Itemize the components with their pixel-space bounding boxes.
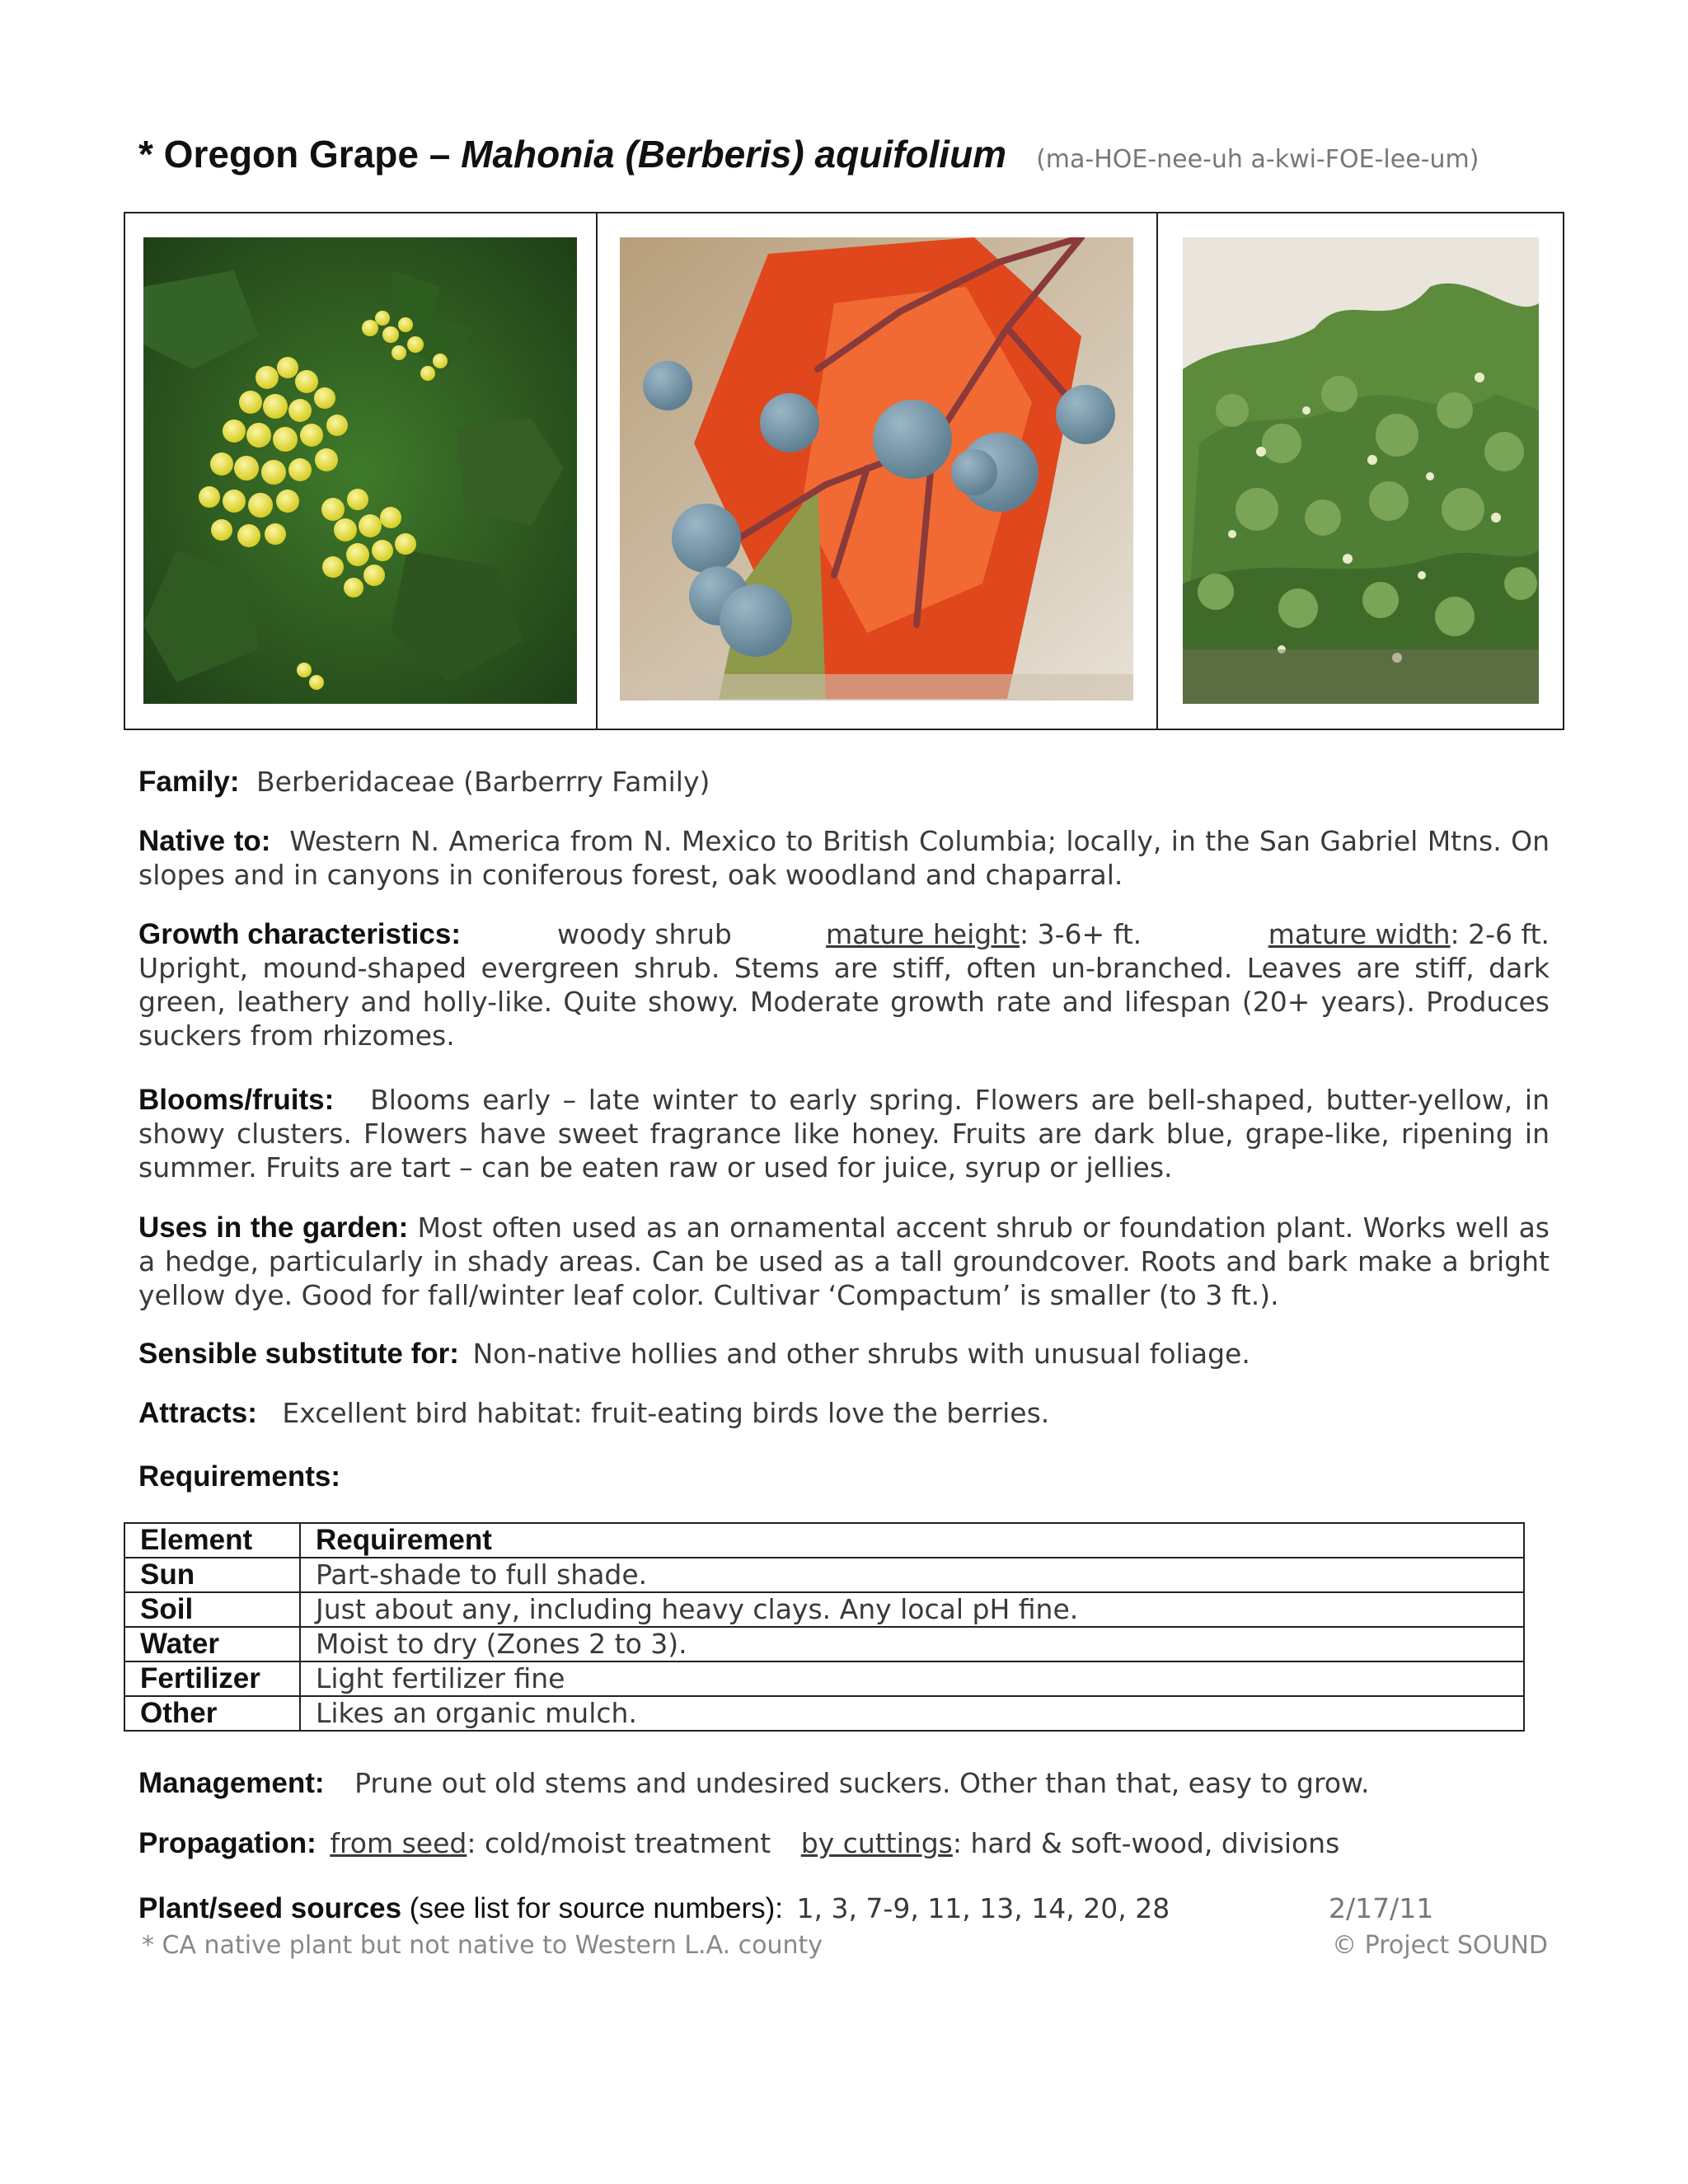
header-requirement: Requirement — [300, 1523, 1524, 1558]
blooms-text: Blooms early – late winter to early spring. Flowers are bell-shaped, butter-yellow, in showy clusters. Flowers have sweet fragrance like honey. Fruits are dark blue, grape-like, ripening in summer. Fruits are tart – can be eaten raw or used for juice, syrup or jellies. — [138, 1084, 1550, 1183]
sources-label: Plant/seed sources — [138, 1892, 402, 1924]
growth-text: Upright, mound-shaped evergreen shrub. Stems are stiff, often un-branched. Leaves are stiff, dark green, leathery and holly-like. Quite showy. Moderate growth rate and lifespan (20+ years). Produces suckers from rhizomes. — [138, 952, 1550, 1052]
mature-height-label: mature height — [826, 918, 1020, 950]
mature-height-value: : 3-6+ ft. — [1020, 918, 1142, 950]
management-text: Prune out old stems and undesired suckers. Other than that, easy to grow. — [354, 1767, 1370, 1799]
date: 2/17/11 — [1329, 1892, 1434, 1924]
footnote: * CA native plant but not native to Western L.A. county — [142, 1931, 823, 1960]
table-row — [124, 1627, 1524, 1661]
propagation-section — [138, 1826, 1550, 1860]
header-element: Element — [124, 1523, 300, 1558]
growth-section — [138, 917, 1550, 1052]
row-element: Sun — [124, 1558, 300, 1592]
table-header-row — [124, 1523, 1524, 1558]
attracts-text: Excellent bird habitat: fruit-eating birds love the berries. — [282, 1397, 1050, 1429]
mature-width-value: : 2-6 ft. — [1450, 918, 1550, 950]
uses-label: Uses in the garden: — [138, 1212, 409, 1244]
substitute-section — [138, 1337, 1550, 1371]
mature-width-label: mature width — [1268, 918, 1451, 950]
by-cuttings-label: by cuttings — [800, 1827, 953, 1859]
sources-numbers: 1, 3, 7-9, 11, 13, 14, 20, 28 — [796, 1892, 1170, 1924]
substitute-label: Sensible substitute for: — [138, 1338, 459, 1370]
native-label: Native to: — [138, 825, 271, 857]
growth-type: woody shrub — [557, 918, 732, 950]
growth-label: Growth characteristics — [138, 918, 452, 950]
shrub-planting-photo — [1183, 237, 1539, 704]
propagation-label: Propagation: — [138, 1827, 316, 1859]
table-row — [124, 1592, 1524, 1627]
row-requirement: Part-shade to full shade. — [300, 1558, 1524, 1592]
from-seed-text: : cold/moist treatment — [467, 1827, 771, 1859]
table-row — [124, 1696, 1524, 1731]
from-seed-label: from seed — [330, 1827, 467, 1859]
common-name: * Oregon Grape – — [138, 133, 462, 176]
uses-section — [138, 1211, 1550, 1312]
native-section — [138, 824, 1550, 892]
mature-width — [1268, 917, 1550, 951]
attracts-section — [138, 1396, 1550, 1430]
row-requirement: Light fertilizer fine — [300, 1661, 1524, 1696]
pronunciation: (ma-HOE-nee-uh a-kwi-FOE-lee-um) — [1036, 145, 1479, 174]
native-text: Western N. America from N. Mexico to British Columbia; locally, in the San Gabriel Mtns. On slopes and in canyons in coniferous forest, oak woodland and chaparral. — [138, 825, 1550, 891]
table-row — [124, 1661, 1524, 1696]
blue-berries-photo — [620, 237, 1133, 701]
page-title — [138, 132, 1479, 176]
management-section — [138, 1766, 1550, 1800]
table-row — [124, 1558, 1524, 1592]
management-label: Management: — [138, 1767, 325, 1799]
by-cuttings-text: : hard & soft-wood, divisions — [952, 1827, 1340, 1859]
row-element: Fertilizer — [124, 1661, 300, 1696]
uses-text: Most often used as an ornamental accent shrub or foundation plant. Works well as a hedge, particularly in shady areas. Can be used as a tall groundcover. Roots and bark make a bright yellow dye. Good for fall/winter leaf color. Cultivar ‘Compactum’ is smaller (to 3 ft.). — [138, 1212, 1550, 1311]
attracts-label: Attracts: — [138, 1397, 257, 1429]
family-label: Family: — [138, 766, 240, 798]
mature-height — [826, 917, 1142, 951]
copyright: © Project SOUND — [1332, 1931, 1548, 1960]
photo-divider — [1156, 212, 1158, 730]
requirements-section — [138, 1460, 1550, 1493]
substitute-text: Non-native hollies and other shrubs with unusual foliage. — [472, 1338, 1250, 1370]
row-element: Other — [124, 1696, 300, 1731]
row-requirement: Likes an organic mulch. — [300, 1696, 1524, 1731]
row-requirement: Moist to dry (Zones 2 to 3). — [300, 1627, 1524, 1661]
yellow-flower-cluster-photo — [143, 237, 577, 704]
blooms-label: Blooms/fruits: — [138, 1084, 335, 1116]
requirements-table — [124, 1522, 1525, 1732]
requirements-label: Requirements: — [138, 1460, 341, 1493]
row-element: Soil — [124, 1592, 300, 1627]
row-requirement: Just about any, including heavy clays. Any local pH fine. — [300, 1592, 1524, 1627]
photo-divider — [596, 212, 598, 730]
latin-name: Mahonia (Berberis) aquifolium — [461, 133, 1007, 176]
growth-colon: : — [451, 918, 461, 950]
row-element: Water — [124, 1627, 300, 1661]
blooms-section — [138, 1083, 1550, 1184]
family-section — [138, 765, 1550, 799]
family-text: Berberidaceae (Barberrry Family) — [256, 766, 710, 798]
sources-paren: (see list for source numbers): — [401, 1892, 783, 1924]
